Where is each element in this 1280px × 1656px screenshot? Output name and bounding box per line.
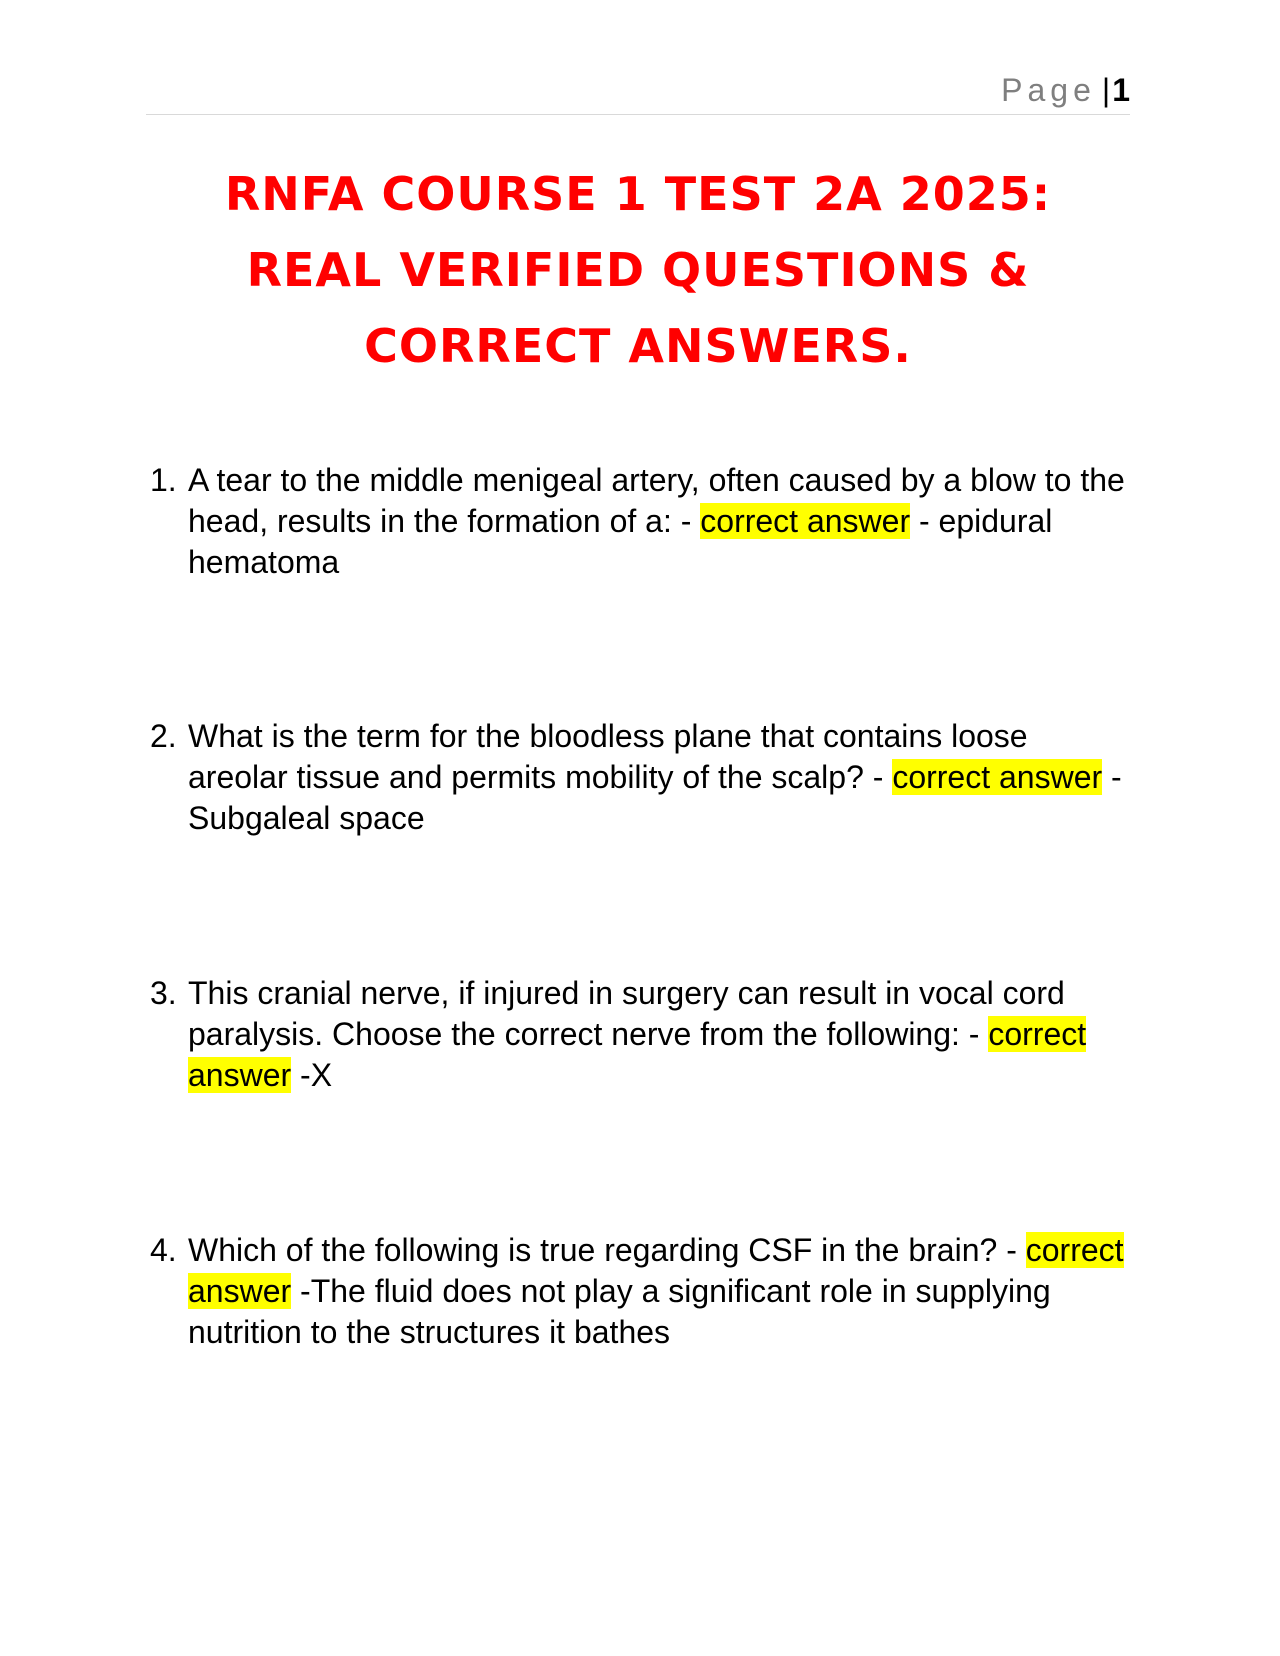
question-body (188, 460, 1130, 583)
question-body (188, 973, 1130, 1096)
question-text: Which of the following is true regarding CSF in the brain? - (188, 1232, 1026, 1268)
title-line-3: CORRECT ANSWERS. (364, 319, 912, 373)
correct-answer-marker: correct answer (700, 503, 911, 539)
page-header (146, 72, 1130, 115)
question-item (150, 973, 1130, 1096)
answer-text: -X (291, 1057, 333, 1093)
question-number: 2. (150, 718, 177, 754)
page-label: Page (1001, 72, 1096, 108)
page-number: 1 (1112, 72, 1130, 108)
question-number: 1. (150, 462, 177, 498)
question-item (150, 1230, 1130, 1353)
correct-answer-marker: correct answer (892, 759, 1103, 795)
answer-text: - epidural hematoma (188, 503, 1053, 580)
answer-text: -Subgaleal space (188, 759, 1122, 836)
question-text: This cranial nerve, if injured in surgery can result in vocal cord paralysis. Choose the correct nerve from the following: - (188, 975, 1065, 1052)
question-text: A tear to the middle menigeal artery, often caused by a blow to the head, results in the formation of a: - (188, 462, 1125, 539)
question-body (188, 716, 1130, 839)
answer-text: -The fluid does not play a significant role in supplying nutrition to the structures it bathes (188, 1273, 1051, 1350)
question-number: 4. (150, 1232, 177, 1268)
correct-answer-marker: correct answer (188, 1016, 1087, 1093)
page-separator: | (1101, 72, 1111, 108)
document-title (146, 156, 1130, 384)
question-number: 3. (150, 975, 177, 1011)
title-line-2: REAL VERIFIED QUESTIONS & (246, 243, 1030, 297)
question-text: What is the term for the bloodless plane that contains loose areolar tissue and permits mobility of the scalp? - (188, 718, 1028, 795)
question-item (150, 716, 1130, 839)
title-line-1: RNFA COURSE 1 TEST 2A 2025: (224, 167, 1052, 221)
question-body (188, 1230, 1130, 1353)
correct-answer-marker: correct answer (188, 1232, 1124, 1309)
question-item (150, 460, 1130, 583)
